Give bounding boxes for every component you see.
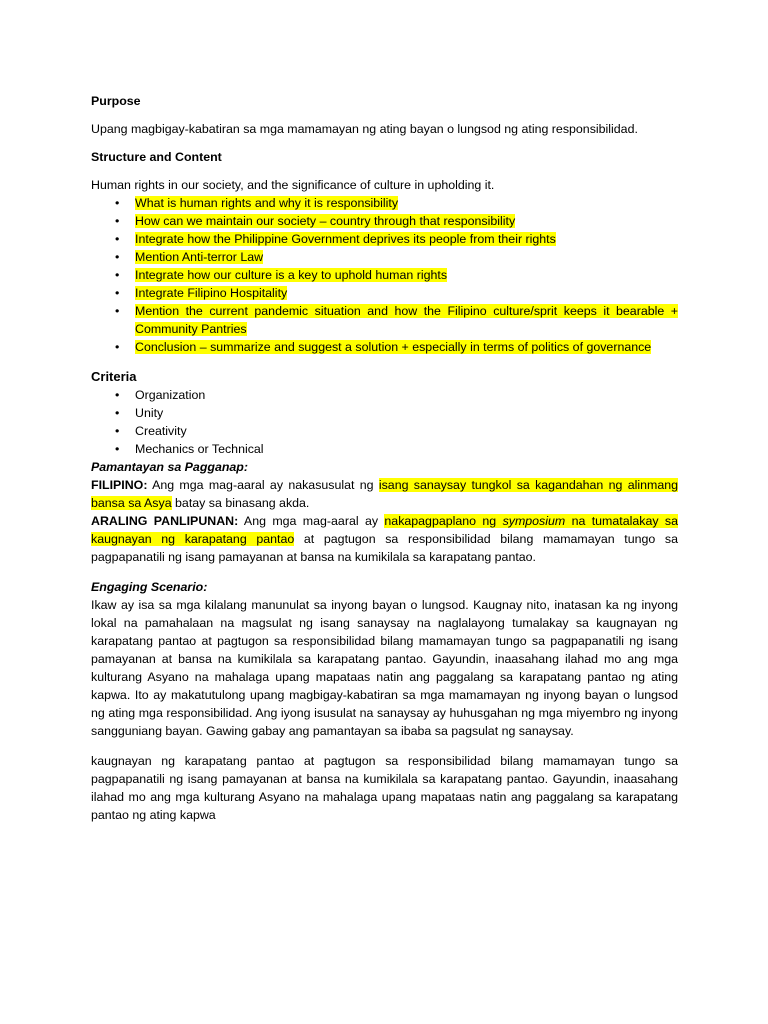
- ap-highlight: nakapagpaplano ng symposium na tumatalakay sa kaugnayan ng karapatang pantao: [91, 514, 678, 546]
- structure-list: [91, 194, 678, 356]
- list-item: • Mention Anti-terror Law: [115, 250, 264, 264]
- scenario-text: Ikaw ay isa sa mga kilalang manunulat sa inyong bayan o lungsod. Kaugnay nito, inatasan ka ng inyong lokal na pamahalaan na magsulat ng isang sanaysay na naglalayong tumalakay sa kaugnayan ng karapatang pantao at pagtugon sa responsibilidad bilang mamamayan tungo sa pagpapanatili ng isang pamayanan at bansa na kumikilala sa karapatang pantao. Gayundin, inaasahang ilahad mo ang mga kulturang Asyano na mahalaga upang mapataas natin ang paggalang sa karapatang pantao ng ating kapwa. Ito ay makatutulong upang magbigay-kabatiran sa mga mamamayan ng inyong bayan o lungsod ng ating mga responsibilidad. Ang iyong isusulat na sanaysay ay huhusgahan ng mga miyembro ng inyong sangguniang bayan. Gawing gabay ang pamantayan sa ibaba sa pagsulat ng sanaysay.: [91, 598, 678, 738]
- list-item: • Mention the current pandemic situation and how the Filipino culture/sprit keeps it bearable + Community Pantries: [115, 304, 678, 336]
- purpose-text: Upang magbigay-kabatiran sa mga mamamayan ng ating bayan o lungsod ng ating responsibilidad.: [91, 122, 638, 136]
- ap-standard: ARALING PANLIPUNAN: Ang mga mag-aaral ay nakapagpaplano ng symposium na tumatalakay sa kaugnayan ng karapatang pantao at pagtugon sa responsibilidad bilang mamamayan tungo sa pagpapanatili ng isang pamayanan at bansa na kumikilala sa karapatang pantao.: [91, 514, 679, 564]
- criteria-list: [91, 386, 678, 458]
- list-item: • How can we maintain our society – country through that responsibility: [115, 214, 516, 228]
- bullet-icon: •: [115, 424, 120, 438]
- filipino-label: FILIPINO:: [91, 478, 148, 492]
- scenario-text-continued: kaugnayan ng karapatang pantao at pagtugon sa responsibilidad bilang mamamayan tungo sa pagpapanatili ng isang pamayanan at bansa na kumikilala sa karapatang pantao. Gayundin, inaasahang ilahad mo ang mga kulturang Asyano na mahalaga upang mapataas natin ang paggalang sa karapatang pantao ng ating kapwa: [91, 754, 678, 822]
- bullet-icon: •: [115, 340, 120, 354]
- bullet-icon: •: [115, 406, 120, 420]
- bullet-icon: •: [115, 232, 120, 246]
- list-item: • Unity: [115, 406, 164, 420]
- ap-label: ARALING PANLIPUNAN:: [91, 514, 239, 528]
- document-content: [91, 92, 678, 824]
- structure-heading: Structure and Content: [91, 150, 222, 164]
- list-item: • Conclusion – summarize and suggest a solution + especially in terms of politics of governance: [115, 340, 652, 354]
- bullet-icon: •: [115, 196, 120, 210]
- list-item: • Organization: [115, 388, 206, 402]
- list-item: • Mechanics or Technical: [115, 442, 264, 456]
- bullet-icon: •: [115, 214, 120, 228]
- bullet-icon: •: [115, 286, 120, 300]
- bullet-icon: •: [115, 250, 120, 264]
- scenario-heading: Engaging Scenario:: [91, 580, 208, 594]
- bullet-icon: •: [115, 442, 120, 456]
- filipino-highlight: isang sanaysay tungkol sa kagandahan ng alinmang bansa sa Asya: [91, 478, 678, 510]
- filipino-standard: FILIPINO: Ang mga mag-aaral ay nakasusulat ng isang sanaysay tungkol sa kagandahan ng alinmang bansa sa Asya batay sa binasang akda.: [91, 478, 678, 510]
- list-item: • Integrate how the Philippine Government deprives its people from their rights: [115, 232, 556, 246]
- pamantayan-heading: Pamantayan sa Pagganap:: [91, 460, 249, 474]
- list-item: • Integrate Filipino Hospitality: [115, 286, 288, 300]
- structure-intro: Human rights in our society, and the significance of culture in upholding it.: [91, 178, 495, 192]
- list-item: • Integrate how our culture is a key to uphold human rights: [115, 268, 448, 282]
- list-item: • Creativity: [115, 424, 187, 438]
- purpose-heading: Purpose: [91, 94, 141, 108]
- bullet-icon: •: [115, 268, 120, 282]
- bullet-icon: •: [115, 304, 120, 318]
- bullet-icon: •: [115, 388, 120, 402]
- list-item: • What is human rights and why it is responsibility: [115, 196, 399, 210]
- criteria-heading: Criteria: [91, 369, 137, 384]
